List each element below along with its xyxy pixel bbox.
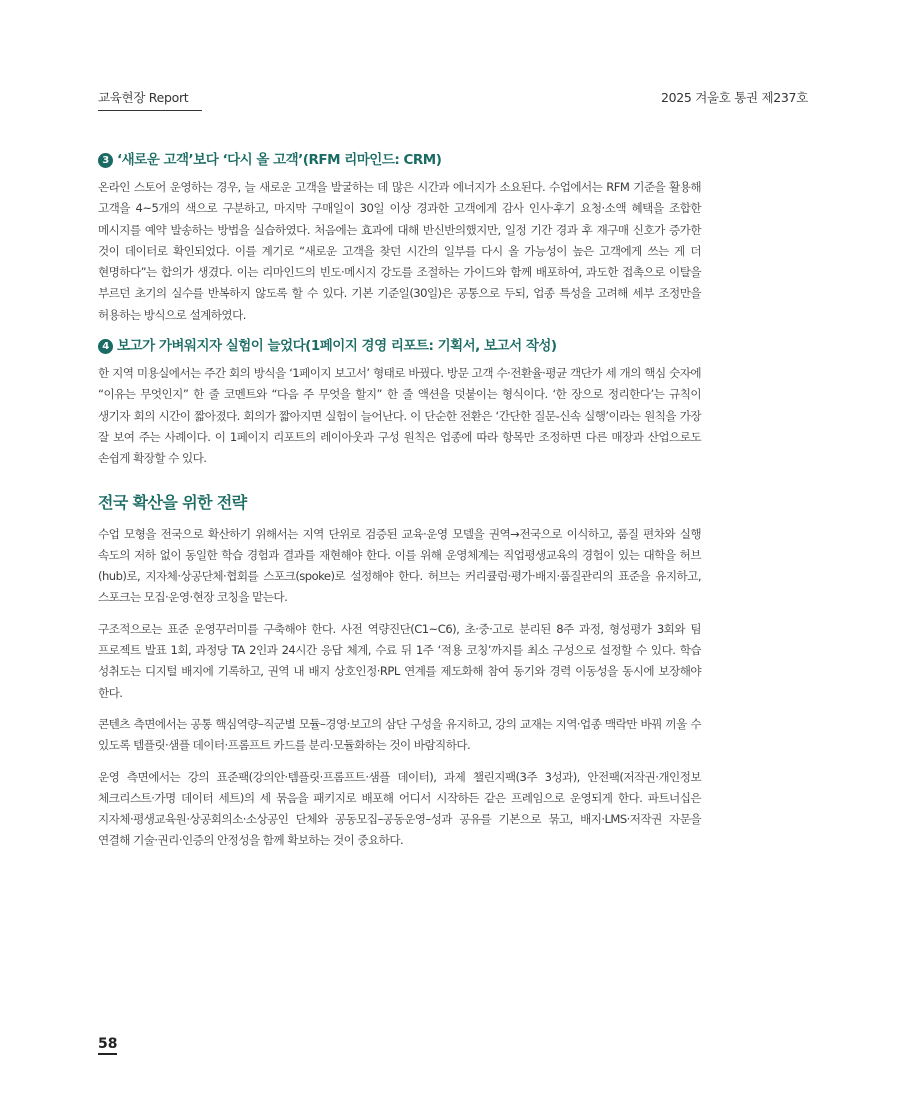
paragraph-strategy-1: 수업 모형을 전국으로 확산하기 위해서는 지역 단위로 검증된 교육·운영 모델을 권역→전국으로 이식하고, 품질 편차와 실행 속도의 저하 없이 동일한 학습 경험과 결과를 재현해야 한다. 이를 위해 운영체계는 직업평생교육의 경험이 있는 대학을 허브(hub)로, 지자체·상공단체·협회를 스포크(spoke)로 설정해야 한다. 허브는 커리큘럼·평가·배지·품질관리의 표준을 유지하고, 스포크는 모집·운영·현장 코칭을 맡는다. <box>98 526 701 605</box>
article-content <box>98 150 701 862</box>
section-label: 교육현장 Report <box>98 88 202 111</box>
subheading-4 <box>98 336 701 356</box>
subheading-3 <box>98 150 701 170</box>
paragraph-strategy-3: 콘텐츠 측면에서는 공통 핵심역량–직군별 모듈–경영·보고의 삼단 구성을 유지하고, 강의 교재는 지역·업종 맥락만 바꿔 끼울 수 있도록 템플릿·샘플 데이터·프롬프트 카드를 분리·모듈화하는 것이 바람직하다. <box>98 716 701 753</box>
section-title-strategy: 전국 확산을 위한 전략 <box>98 492 247 512</box>
subheading-3-text: ‘새로운 고객’보다 ‘다시 올 고객’(RFM 리마인드: CRM) <box>117 152 442 168</box>
page-header <box>98 88 808 108</box>
paragraph-strategy-2: 구조적으로는 표준 운영꾸러미를 구축해야 한다. 사전 역량진단(C1~C6), 초·중·고로 분리된 8주 과정, 형성평가 3회와 팀 프로젝트 발표 1회, 과정당 TA 2인과 24시간 응답 체계, 수료 뒤 1주 ‘적용 코칭’까지를 최소 구성으로 설정할 수 있다. 학습 성취도는 디지털 배지에 기록하고, 권역 내 배지 상호인정·RPL 연계를 제도화해 참여 동기와 경력 이동성을 동시에 보장해야 한다. <box>98 621 701 700</box>
subheading-4-text: 보고가 가벼워지자 실험이 늘었다(1페이지 경영 리포트: 기획서, 보고서 작성) <box>117 338 557 355</box>
paragraph-one-page-report: 한 지역 미용실에서는 주간 회의 방식을 ‘1페이지 보고서’ 형태로 바꿨다. 방문 고객 수·전환율·평균 객단가 세 개의 핵심 숫자에 “이유는 무엇인지” 한 줄 코멘트와 “다음 주 무엇을 할지” 한 줄 액션을 덧붙이는 형식이다. ‘한 장으로 정리한다’는 규칙이 생기자 회의 시간이 짧아졌다. 회의가 짧아지면 실험이 늘어난다. 이 단순한 전환은 ‘간단한 질문-신속 실행’이라는 원칙을 가장 잘 보여 주는 사례이다. 이 1페이지 리포트의 레이아웃과 구성 원칙은 업종에 따라 항목만 조정하면 다른 매장과 산업으로도 손쉽게 확장할 수 있다. <box>98 366 701 466</box>
issue-label: 2025 겨울호 통권 제237호 <box>660 90 808 105</box>
paragraph-rfm: 온라인 스토어 운영하는 경우, 늘 새로운 고객을 발굴하는 데 많은 시간과 에너지가 소요된다. 수업에서는 RFM 기준을 활용해 고객을 4~5개의 색으로 구분하고, 마지막 구매일이 30일 이상 경과한 고객에게 감사 인사·후기 요청·소액 혜택을 조합한 메시지를 예약 발송하는 방법을 실습하였다. 처음에는 효과에 대해 반신반의했지만, 일정 기간 경과 후 재구매 신호가 증가한 것이 데이터로 확인되었다. 이를 계기로 “새로운 고객을 찾던 시간의 일부를 다시 올 가능성이 높은 고객에게 쓰는 게 더 현명하다”는 합의가 생겼다. 이는 리마인드의 빈도·메시지 강도를 조절하는 가이드와 함께 배포하여, 과도한 접촉으로 이탈을 부르던 초기의 실수를 반복하지 않도록 할 수 있다. 기본 기준일(30일)은 공통으로 두되, 업종 특성을 고려해 세부 조정만을 허용하는 방식으로 설계하였다. <box>98 180 701 322</box>
number-badge-3: 3 <box>98 153 113 168</box>
paragraph-strategy-4: 운영 측면에서는 강의 표준팩(강의안·템플릿·프롬프트·샘플 데이터), 과제 챌린지팩(3주 3성과), 안전팩(저작권·개인정보 체크리스트·가명 데이터 세트)의 세 묶음을 패키지로 배포해 어디서 시작하든 같은 프레임으로 운영되게 한다. 파트너십은 지자체·평생교육원·상공회의소·소상공인 단체와 공동모집–공동운영–성과 공유를 기본으로 묶고, 배지·LMS·저작권 자문을 연결해 기술·권리·인증의 안정성을 함께 확보하는 것이 중요하다. <box>98 769 701 848</box>
number-badge-4: 4 <box>98 339 113 354</box>
page-number: 58 <box>98 1036 117 1055</box>
